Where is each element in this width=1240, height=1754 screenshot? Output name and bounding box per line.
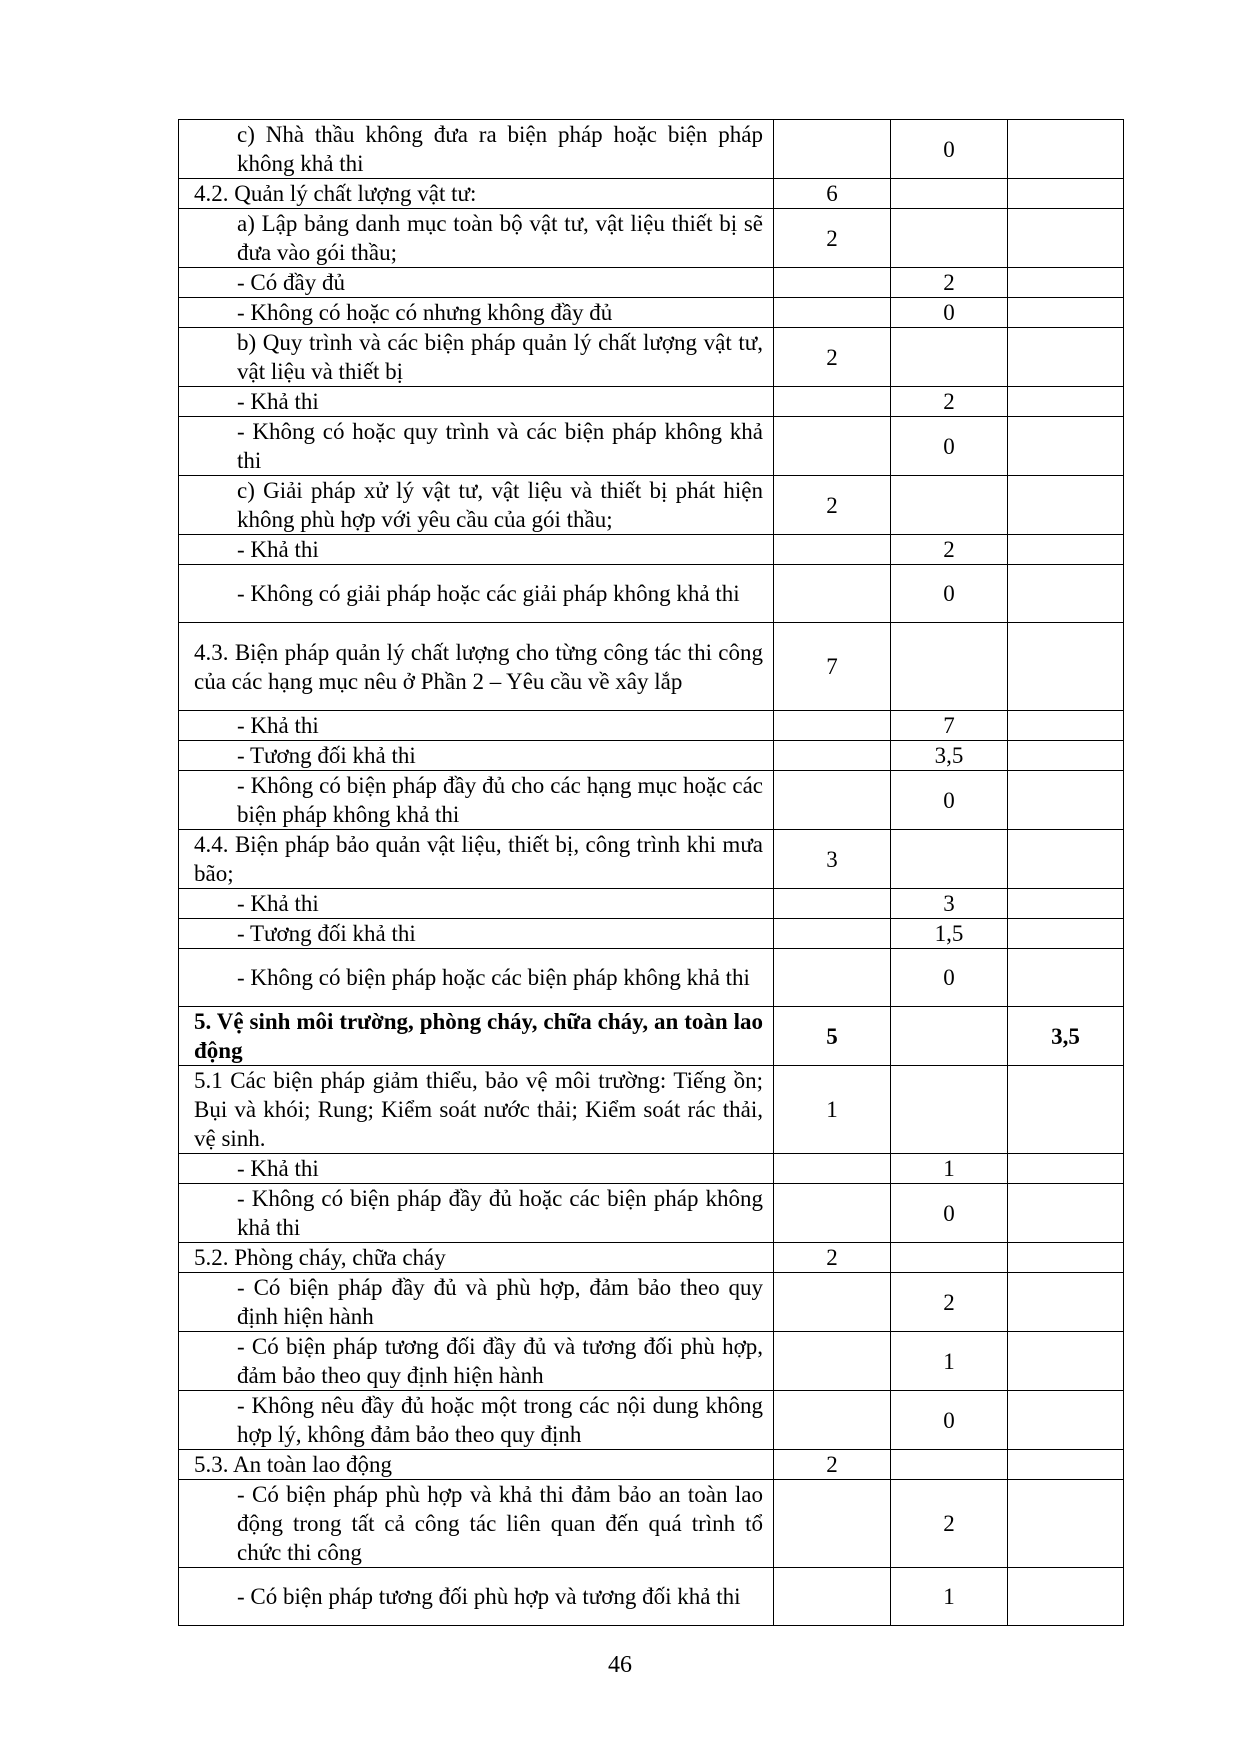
criterion-cell: 5. Vệ sinh môi trường, phòng cháy, chữa cháy, an toàn lao động [179, 1007, 774, 1066]
result-cell [1008, 565, 1124, 623]
score-cell: 2 [891, 268, 1008, 298]
result-cell [1008, 1154, 1124, 1184]
criterion-cell: 5.1 Các biện pháp giảm thiểu, bảo vệ môi trường: Tiếng ồn; Bụi và khói; Rung; Kiểm soát nước thải; Kiểm soát rác thải, vệ sinh. [179, 1066, 774, 1154]
criterion-cell: - Có đầy đủ [179, 268, 774, 298]
table-row [179, 209, 1124, 268]
score-cell: 1 [891, 1332, 1008, 1391]
max-score-cell: 6 [774, 179, 891, 209]
criterion-cell: c) Giải pháp xử lý vật tư, vật liệu và thiết bị phát hiện không phù hợp với yêu cầu của gói thầu; [179, 476, 774, 535]
scoring-table-body [179, 120, 1124, 1626]
criterion-cell: - Không có biện pháp đầy đủ hoặc các biện pháp không khả thi [179, 1184, 774, 1243]
score-cell: 3 [891, 889, 1008, 919]
criterion-cell: - Có biện pháp đầy đủ và phù hợp, đảm bảo theo quy định hiện hành [179, 1273, 774, 1332]
table-row [179, 949, 1124, 1007]
criterion-cell: - Không có hoặc có nhưng không đầy đủ [179, 298, 774, 328]
criterion-cell: - Không có biện pháp đầy đủ cho các hạng mục hoặc các biện pháp không khả thi [179, 771, 774, 830]
score-cell: 7 [891, 711, 1008, 741]
score-cell: 2 [891, 1480, 1008, 1568]
result-cell [1008, 741, 1124, 771]
max-score-cell: 3 [774, 830, 891, 889]
table-row [179, 1184, 1124, 1243]
result-cell [1008, 417, 1124, 476]
result-cell [1008, 623, 1124, 711]
result-cell [1008, 268, 1124, 298]
max-score-cell: 2 [774, 476, 891, 535]
table-row [179, 1391, 1124, 1450]
score-cell [891, 209, 1008, 268]
max-score-cell [774, 298, 891, 328]
score-cell: 0 [891, 949, 1008, 1007]
score-cell: 1 [891, 1154, 1008, 1184]
table-row [179, 741, 1124, 771]
result-cell [1008, 298, 1124, 328]
max-score-cell [774, 1568, 891, 1626]
score-cell [891, 1243, 1008, 1273]
table-row [179, 120, 1124, 179]
score-cell: 0 [891, 565, 1008, 623]
criterion-cell: - Khả thi [179, 387, 774, 417]
result-cell [1008, 1480, 1124, 1568]
result-cell [1008, 771, 1124, 830]
max-score-cell [774, 1184, 891, 1243]
result-cell [1008, 1391, 1124, 1450]
result-cell [1008, 1273, 1124, 1332]
score-cell: 0 [891, 771, 1008, 830]
score-cell: 3,5 [891, 741, 1008, 771]
table-row [179, 830, 1124, 889]
result-cell [1008, 1568, 1124, 1626]
result-cell [1008, 179, 1124, 209]
score-cell [891, 328, 1008, 387]
score-cell: 2 [891, 535, 1008, 565]
criterion-cell: - Khả thi [179, 711, 774, 741]
table-row [179, 565, 1124, 623]
table-row [179, 623, 1124, 711]
result-cell [1008, 120, 1124, 179]
table-row [179, 711, 1124, 741]
max-score-cell [774, 741, 891, 771]
table-row [179, 1450, 1124, 1480]
table-row [179, 476, 1124, 535]
score-cell: 2 [891, 387, 1008, 417]
criterion-cell: 4.3. Biện pháp quản lý chất lượng cho từng công tác thi công của các hạng mục nêu ở Phần 2 – Yêu cầu về xây lắp [179, 623, 774, 711]
result-cell [1008, 1450, 1124, 1480]
result-cell [1008, 328, 1124, 387]
table-row [179, 268, 1124, 298]
max-score-cell [774, 268, 891, 298]
table-row [179, 1154, 1124, 1184]
criterion-cell: - Khả thi [179, 535, 774, 565]
max-score-cell: 2 [774, 209, 891, 268]
table-row [179, 919, 1124, 949]
max-score-cell [774, 120, 891, 179]
result-cell [1008, 1243, 1124, 1273]
score-cell [891, 476, 1008, 535]
max-score-cell [774, 771, 891, 830]
criterion-cell: - Có biện pháp tương đối phù hợp và tương đối khả thi [179, 1568, 774, 1626]
max-score-cell: 2 [774, 1450, 891, 1480]
table-row [179, 298, 1124, 328]
table-row [179, 771, 1124, 830]
result-cell [1008, 535, 1124, 565]
table-row [179, 1243, 1124, 1273]
criterion-cell: - Có biện pháp tương đối đầy đủ và tương đối phù hợp, đảm bảo theo quy định hiện hành [179, 1332, 774, 1391]
max-score-cell [774, 889, 891, 919]
criterion-cell: - Không có giải pháp hoặc các giải pháp không khả thi [179, 565, 774, 623]
table-row [179, 387, 1124, 417]
result-cell: 3,5 [1008, 1007, 1124, 1066]
table-row [179, 1332, 1124, 1391]
max-score-cell: 2 [774, 328, 891, 387]
max-score-cell [774, 919, 891, 949]
score-cell: 0 [891, 120, 1008, 179]
table-row [179, 1273, 1124, 1332]
result-cell [1008, 889, 1124, 919]
result-cell [1008, 209, 1124, 268]
table-row [179, 1066, 1124, 1154]
criterion-cell: 5.3. An toàn lao động [179, 1450, 774, 1480]
criterion-cell: - Không nêu đầy đủ hoặc một trong các nội dung không hợp lý, không đảm bảo theo quy định [179, 1391, 774, 1450]
table-row [179, 328, 1124, 387]
table-row [179, 535, 1124, 565]
table-row [179, 417, 1124, 476]
max-score-cell: 5 [774, 1007, 891, 1066]
max-score-cell: 7 [774, 623, 891, 711]
table-row [179, 1480, 1124, 1568]
result-cell [1008, 711, 1124, 741]
table-row [179, 1007, 1124, 1066]
result-cell [1008, 1184, 1124, 1243]
max-score-cell [774, 711, 891, 741]
page-number: 46 [608, 1652, 632, 1678]
criterion-cell: - Khả thi [179, 889, 774, 919]
result-cell [1008, 919, 1124, 949]
score-cell: 2 [891, 1273, 1008, 1332]
max-score-cell [774, 1480, 891, 1568]
max-score-cell [774, 1391, 891, 1450]
table-row [179, 889, 1124, 919]
max-score-cell: 2 [774, 1243, 891, 1273]
score-cell: 0 [891, 1184, 1008, 1243]
result-cell [1008, 1332, 1124, 1391]
criterion-cell: b) Quy trình và các biện pháp quản lý chất lượng vật tư, vật liệu và thiết bị [179, 328, 774, 387]
max-score-cell [774, 535, 891, 565]
max-score-cell [774, 1332, 891, 1391]
score-cell: 1,5 [891, 919, 1008, 949]
criterion-cell: a) Lập bảng danh mục toàn bộ vật tư, vật liệu thiết bị sẽ đưa vào gói thầu; [179, 209, 774, 268]
criterion-cell: 5.2. Phòng cháy, chữa cháy [179, 1243, 774, 1273]
criterion-cell: 4.2. Quản lý chất lượng vật tư: [179, 179, 774, 209]
score-cell [891, 1066, 1008, 1154]
max-score-cell: 1 [774, 1066, 891, 1154]
max-score-cell [774, 565, 891, 623]
result-cell [1008, 830, 1124, 889]
score-cell [891, 830, 1008, 889]
criterion-cell: - Khả thi [179, 1154, 774, 1184]
table-row [179, 1568, 1124, 1626]
criterion-cell: - Có biện pháp phù hợp và khả thi đảm bảo an toàn lao động trong tất cả công tác liên quan đến quá trình tổ chức thi công [179, 1480, 774, 1568]
criterion-cell: c) Nhà thầu không đưa ra biện pháp hoặc biện pháp không khả thi [179, 120, 774, 179]
score-cell [891, 1450, 1008, 1480]
score-cell: 1 [891, 1568, 1008, 1626]
score-cell [891, 623, 1008, 711]
result-cell [1008, 1066, 1124, 1154]
scoring-table [178, 119, 1124, 1626]
max-score-cell [774, 417, 891, 476]
score-cell: 0 [891, 417, 1008, 476]
criterion-cell: - Không có hoặc quy trình và các biện pháp không khả thi [179, 417, 774, 476]
criterion-cell: - Tương đối khả thi [179, 741, 774, 771]
criterion-cell: - Không có biện pháp hoặc các biện pháp không khả thi [179, 949, 774, 1007]
score-cell [891, 179, 1008, 209]
criterion-cell: - Tương đối khả thi [179, 919, 774, 949]
score-cell: 0 [891, 298, 1008, 328]
score-cell [891, 1007, 1008, 1066]
max-score-cell [774, 1154, 891, 1184]
max-score-cell [774, 1273, 891, 1332]
criterion-cell: 4.4. Biện pháp bảo quản vật liệu, thiết bị, công trình khi mưa bão; [179, 830, 774, 889]
result-cell [1008, 476, 1124, 535]
score-cell: 0 [891, 1391, 1008, 1450]
max-score-cell [774, 949, 891, 1007]
result-cell [1008, 949, 1124, 1007]
max-score-cell [774, 387, 891, 417]
table-row [179, 179, 1124, 209]
result-cell [1008, 387, 1124, 417]
